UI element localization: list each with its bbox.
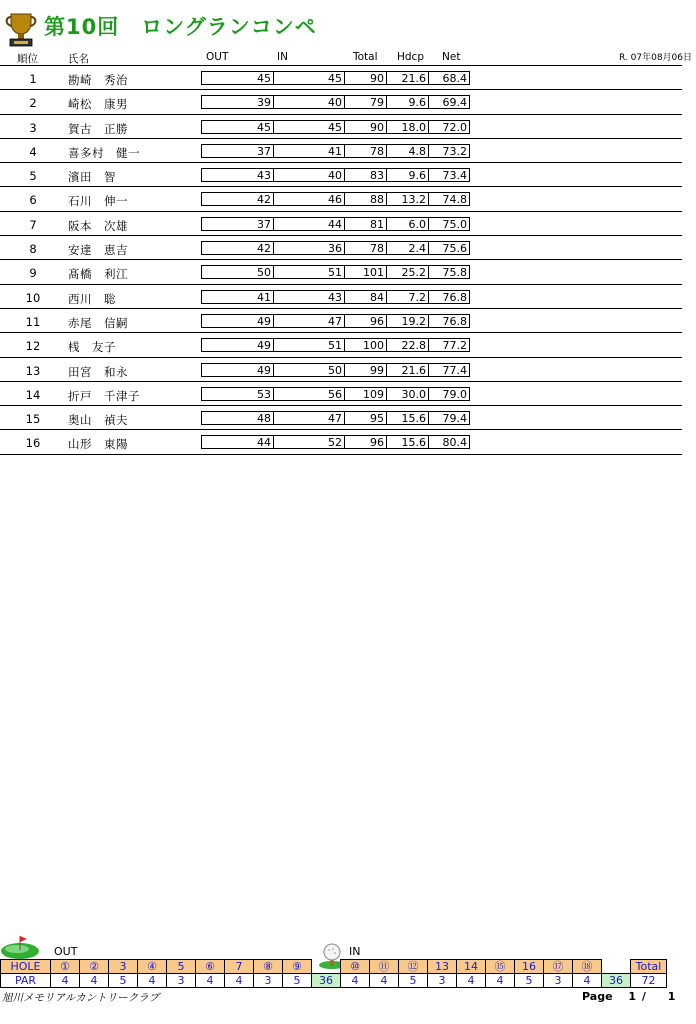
player-name: 賀古 正勝 [68, 121, 128, 136]
hdcp-score-cell: 15.6 [386, 411, 428, 425]
total-score-cell: 83 [344, 168, 386, 182]
total-score-cell: 78 [344, 241, 386, 255]
out-score-cell: 53 [201, 387, 273, 401]
hole-number: ② [80, 960, 109, 974]
hdcp-score-cell: 15.6 [386, 435, 428, 449]
rank-cell: 5 [29, 169, 37, 184]
rank-cell: 12 [25, 339, 41, 354]
par-value: 5 [399, 974, 428, 988]
out-score-cell: 49 [201, 338, 273, 352]
player-name: 赤尾 信嗣 [68, 315, 128, 330]
player-name: 桟 友子 [68, 340, 116, 355]
net-score-cell: 79.0 [428, 387, 470, 401]
out-score-cell: 39 [201, 95, 273, 109]
par-value: 3 [254, 974, 283, 988]
total-score-cell: 81 [344, 217, 386, 231]
page-separator: / [641, 990, 646, 1003]
hdcp-score-cell: 19.2 [386, 314, 428, 328]
in-score-cell: 45 [273, 120, 344, 134]
table-row [0, 358, 696, 382]
col-hdcp-header: Hdcp [397, 51, 424, 63]
par-value: 3 [167, 974, 196, 988]
player-name: 田宮 和永 [68, 364, 128, 379]
player-name: 山形 東陽 [68, 437, 128, 452]
in-score-cell: 47 [273, 411, 344, 425]
rank-cell: 10 [25, 290, 41, 305]
hole-number: ⑱ [573, 960, 602, 974]
row-divider [0, 454, 682, 455]
course-par-table [0, 959, 667, 988]
out-score-cell: 42 [201, 192, 273, 206]
rank-cell: 11 [25, 314, 41, 329]
rank-cell: 8 [29, 242, 37, 257]
par-value: 5 [109, 974, 138, 988]
total-par: 72 [631, 974, 667, 988]
player-name: 髙橋 利江 [68, 267, 128, 282]
club-name: 旭川メモリアルカントリークラブ [2, 992, 160, 1004]
net-score-cell: 79.4 [428, 411, 470, 425]
hole-number: ⑰ [544, 960, 573, 974]
total-score-cell: 84 [344, 290, 386, 304]
total-score-cell: 101 [344, 265, 386, 279]
total-score-cell: 90 [344, 71, 386, 85]
hole-number: 5 [167, 960, 196, 974]
table-row [0, 430, 696, 454]
col-rank-header: 順位 [17, 53, 38, 65]
table-row [0, 212, 696, 236]
in-score-cell: 40 [273, 95, 344, 109]
out-score-cell: 48 [201, 411, 273, 425]
out-label: OUT [54, 945, 78, 958]
col-name-header: 氏名 [68, 53, 89, 65]
table-row [0, 285, 696, 309]
in-score-cell: 50 [273, 363, 344, 377]
hdcp-score-cell: 22.8 [386, 338, 428, 352]
rank-cell: 2 [29, 96, 37, 111]
hole-number: 7 [225, 960, 254, 974]
total-score-cell: 88 [344, 192, 386, 206]
table-row [0, 333, 696, 357]
page-label: Page [582, 990, 613, 1003]
net-score-cell: 77.2 [428, 338, 470, 352]
total-score-cell: 79 [344, 95, 386, 109]
col-net-header: Net [442, 51, 461, 63]
net-score-cell: 75.6 [428, 241, 470, 255]
net-score-cell: 80.4 [428, 435, 470, 449]
in-score-cell: 56 [273, 387, 344, 401]
out-score-cell: 37 [201, 144, 273, 158]
rank-cell: 9 [29, 266, 37, 281]
out-score-cell: 49 [201, 314, 273, 328]
par-label: PAR [1, 974, 51, 988]
player-name: 西川 聡 [68, 291, 116, 306]
col-total-header: Total [353, 51, 378, 63]
hdcp-score-cell: 9.6 [386, 95, 428, 109]
rank-cell: 15 [25, 412, 41, 427]
rank-cell: 1 [29, 72, 37, 86]
par-value: 4 [486, 974, 515, 988]
par-value: 3 [428, 974, 457, 988]
player-name: 勘崎 秀治 [68, 73, 128, 87]
out-score-cell: 49 [201, 363, 273, 377]
par-value: 5 [515, 974, 544, 988]
hdcp-score-cell: 21.6 [386, 71, 428, 85]
player-name: 阪本 次雄 [68, 218, 128, 233]
hole-number: ⑥ [196, 960, 225, 974]
par-value: 3 [544, 974, 573, 988]
col-out-header: OUT [206, 51, 229, 63]
in-score-cell: 51 [273, 338, 344, 352]
par-value: 5 [283, 974, 312, 988]
net-score-cell: 75.8 [428, 265, 470, 279]
net-score-cell: 72.0 [428, 120, 470, 134]
out-score-cell: 45 [201, 71, 273, 85]
trophy-icon [2, 10, 40, 48]
par-value: 4 [196, 974, 225, 988]
player-name: 濱田 智 [68, 170, 116, 185]
in-score-cell: 44 [273, 217, 344, 231]
total-label: Total [631, 960, 667, 974]
hdcp-score-cell: 6.0 [386, 217, 428, 231]
table-row [0, 163, 696, 187]
hdcp-score-cell: 9.6 [386, 168, 428, 182]
total-score-cell: 90 [344, 120, 386, 134]
out-score-cell: 41 [201, 290, 273, 304]
in-par-subtotal: 36 [602, 974, 631, 988]
net-score-cell: 75.0 [428, 217, 470, 231]
par-value: 4 [225, 974, 254, 988]
table-row [0, 382, 696, 406]
par-value: 4 [138, 974, 167, 988]
rank-cell: 4 [29, 144, 37, 159]
hole-number: ⑧ [254, 960, 283, 974]
out-score-cell: 37 [201, 217, 273, 231]
table-row [0, 309, 696, 333]
hdcp-score-cell: 13.2 [386, 192, 428, 206]
in-score-cell: 52 [273, 435, 344, 449]
in-score-cell: 43 [273, 290, 344, 304]
hole-number: 13 [428, 960, 457, 974]
player-name: 奥山 禎夫 [68, 413, 128, 428]
hdcp-score-cell: 18.0 [386, 120, 428, 134]
net-score-cell: 73.4 [428, 168, 470, 182]
in-score-cell: 46 [273, 192, 344, 206]
hole-number: ① [51, 960, 80, 974]
par-row [1, 974, 667, 988]
total-score-cell: 78 [344, 144, 386, 158]
total-score-cell: 109 [344, 387, 386, 401]
out-score-cell: 45 [201, 120, 273, 134]
player-name: 石川 伸一 [68, 194, 128, 209]
out-par-subtotal: 36 [312, 974, 341, 988]
in-score-cell: 47 [273, 314, 344, 328]
net-score-cell: 77.4 [428, 363, 470, 377]
hole-number: ⑩ [341, 960, 370, 974]
net-score-cell: 68.4 [428, 71, 470, 85]
page-current: 1 [628, 990, 637, 1003]
in-score-cell: 36 [273, 241, 344, 255]
total-score-cell: 96 [344, 435, 386, 449]
par-value: 4 [573, 974, 602, 988]
net-score-cell: 76.8 [428, 314, 470, 328]
page-total: 1 [667, 990, 676, 1003]
table-row [0, 187, 696, 211]
report-date: R. 07年08月06日 [618, 53, 692, 63]
out-score-cell: 50 [201, 265, 273, 279]
total-score-cell: 95 [344, 411, 386, 425]
hdcp-score-cell: 4.8 [386, 144, 428, 158]
hdcp-score-cell: 2.4 [386, 241, 428, 255]
page-title: 第10回 ロングランコンペ [44, 15, 317, 39]
player-name: 折戸 千津子 [68, 388, 140, 403]
hdcp-score-cell: 21.6 [386, 363, 428, 377]
hole-number: 14 [457, 960, 486, 974]
par-value: 4 [341, 974, 370, 988]
hole-number: 3 [109, 960, 138, 974]
in-label: IN [349, 945, 361, 958]
golf-green-flag-icon [0, 934, 40, 960]
rank-cell: 7 [29, 217, 37, 232]
hdcp-score-cell: 25.2 [386, 265, 428, 279]
col-in-header: IN [277, 51, 288, 63]
player-name: 喜多村 健一 [68, 145, 140, 160]
hdcp-score-cell: 30.0 [386, 387, 428, 401]
hole-number: ⑮ [486, 960, 515, 974]
par-value: 4 [457, 974, 486, 988]
hole-label: HOLE [1, 960, 51, 974]
table-row [0, 90, 696, 114]
net-score-cell: 73.2 [428, 144, 470, 158]
out-score-cell: 44 [201, 435, 273, 449]
hole-number: ⑨ [283, 960, 312, 974]
in-subtotal-spacer [602, 960, 631, 974]
total-score-cell: 100 [344, 338, 386, 352]
net-score-cell: 76.8 [428, 290, 470, 304]
rank-cell: 13 [25, 363, 41, 378]
in-score-cell: 45 [273, 71, 344, 85]
rank-cell: 3 [29, 120, 37, 135]
hole-number: 16 [515, 960, 544, 974]
out-score-cell: 42 [201, 241, 273, 255]
rank-cell: 14 [25, 387, 41, 402]
hole-row [1, 960, 667, 974]
hdcp-score-cell: 7.2 [386, 290, 428, 304]
page-indicator [582, 990, 675, 1003]
out-score-cell: 43 [201, 168, 273, 182]
out-subtotal-spacer [312, 960, 341, 974]
player-name: 崎松 康男 [68, 97, 128, 112]
in-score-cell: 40 [273, 168, 344, 182]
par-value: 4 [370, 974, 399, 988]
table-row [0, 139, 696, 163]
table-row [0, 115, 696, 139]
player-name: 安達 恵吉 [68, 243, 128, 258]
hole-number: ⑪ [370, 960, 399, 974]
in-score-cell: 41 [273, 144, 344, 158]
total-score-cell: 96 [344, 314, 386, 328]
table-row [0, 236, 696, 260]
results-table [0, 66, 696, 455]
table-row [0, 66, 696, 90]
net-score-cell: 74.8 [428, 192, 470, 206]
in-score-cell: 51 [273, 265, 344, 279]
par-value: 4 [80, 974, 109, 988]
table-row [0, 406, 696, 430]
rank-cell: 16 [25, 436, 41, 451]
total-score-cell: 99 [344, 363, 386, 377]
table-row [0, 260, 696, 284]
hole-number: ⑫ [399, 960, 428, 974]
rank-cell: 6 [29, 193, 37, 208]
par-value: 4 [51, 974, 80, 988]
net-score-cell: 69.4 [428, 95, 470, 109]
hole-number: ④ [138, 960, 167, 974]
